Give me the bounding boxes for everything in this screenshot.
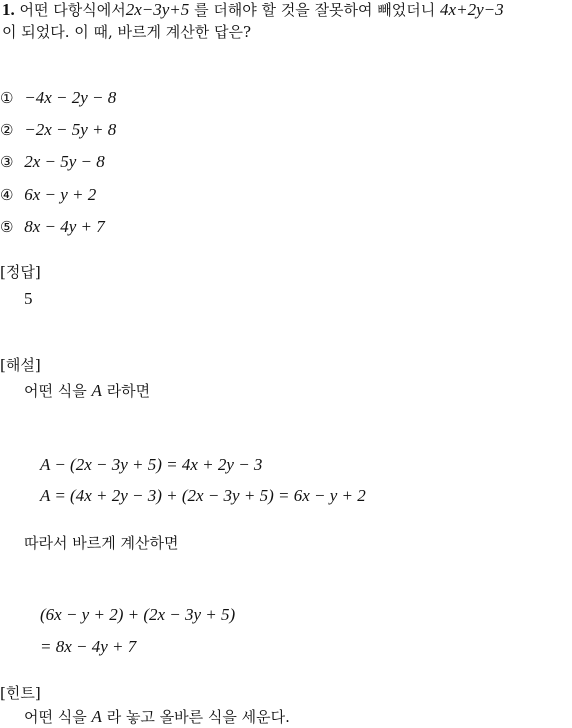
explanation-equation-1: A − (2x − 3y + 5) = 4x + 2y − 3	[40, 455, 263, 474]
choice-expression: 6x − y + 2	[24, 185, 97, 204]
explanation-text-pre: 어떤 식을	[24, 382, 87, 400]
explanation-calc-2: = 8x − 4y + 7	[40, 637, 137, 656]
choice-3	[0, 152, 105, 172]
choice-mark: ④	[0, 186, 14, 204]
hint-heading: [힌트]	[0, 684, 41, 702]
explanation-line-1	[24, 381, 150, 401]
question-line-2: 이 되었다. 이 때, 바르게 계산한 답은?	[2, 23, 252, 41]
choice-4	[0, 185, 96, 205]
choice-expression: −4x − 2y − 8	[24, 88, 117, 107]
choice-5	[0, 217, 105, 237]
explanation-variable: A	[91, 381, 102, 400]
choice-mark: ③	[0, 153, 14, 171]
question-expression-b: 4x+2y−3	[440, 0, 504, 19]
hint-variable: A	[91, 707, 102, 726]
choice-mark: ①	[0, 89, 14, 107]
hint-text	[24, 707, 290, 727]
hint-text-pre: 어떤 식을	[24, 708, 87, 726]
question-number: 1.	[2, 0, 15, 19]
choice-2	[0, 120, 116, 140]
question-expression-a: 2x−3y+5	[125, 0, 190, 19]
hint-text-post: 라 놓고 올바른 식을 세운다.	[106, 708, 290, 726]
choice-1	[0, 88, 116, 108]
choice-mark: ⑤	[0, 218, 14, 236]
answer-value: 5	[24, 289, 33, 308]
explanation-calc-1: (6x − y + 2) + (2x − 3y + 5)	[40, 605, 236, 624]
choice-expression: −2x − 5y + 8	[24, 120, 117, 139]
choice-expression: 2x − 5y − 8	[24, 152, 105, 171]
explanation-text-post: 라하면	[106, 382, 151, 400]
choice-mark: ②	[0, 121, 14, 139]
question-text-a: 어떤 다항식에서	[19, 1, 126, 19]
explanation-line-2: 따라서 바르게 계산하면	[24, 534, 179, 552]
question-line-1	[2, 0, 504, 20]
explanation-equation-2: A = (4x + 2y − 3) + (2x − 3y + 5) = 6x − y + 2	[40, 486, 366, 505]
question-text-b: 를 더해야 할 것을 잘못하여 빼었더니	[194, 1, 436, 19]
explanation-heading: [해설]	[0, 356, 41, 374]
answer-heading: [정답]	[0, 263, 41, 281]
choice-expression: 8x − 4y + 7	[24, 217, 105, 236]
